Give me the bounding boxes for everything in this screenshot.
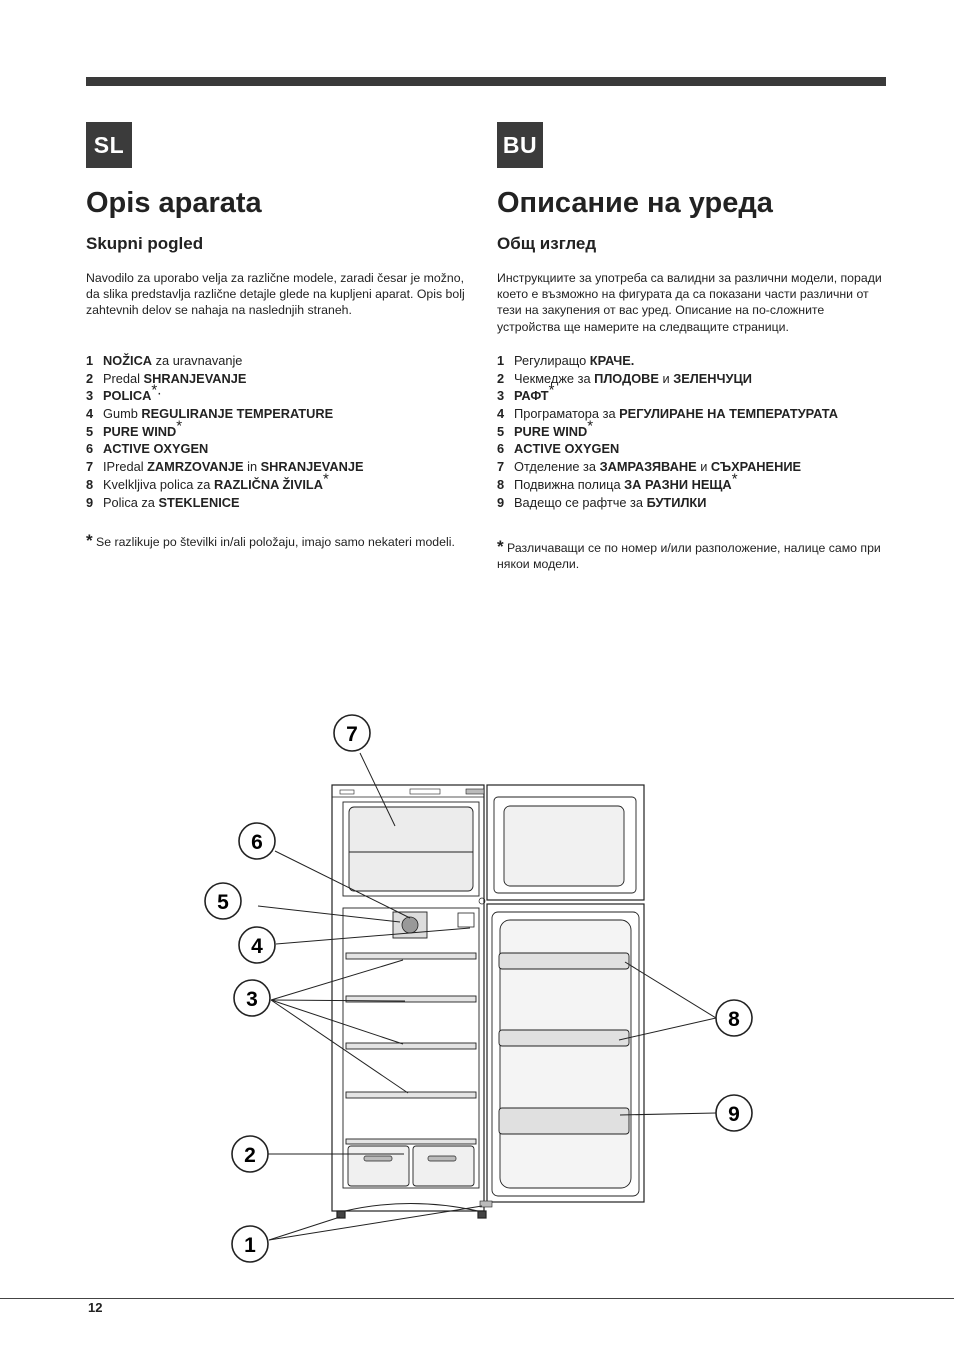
list-item — [497, 417, 838, 441]
item-number: 2 — [497, 370, 505, 386]
item-text: Polica za — [103, 494, 159, 510]
item-text: РЕГУЛИРАНЕ НА ТЕМПЕРАТУРАТА — [619, 406, 838, 422]
item-text: in — [243, 459, 261, 475]
footer-rule — [0, 1298, 954, 1299]
list-item — [86, 370, 364, 388]
footnote-text: Различаващи се по номер и/или разположение, налице само при някои модели. — [497, 541, 881, 571]
list-item — [497, 405, 838, 423]
svg-text:9: 9 — [728, 1103, 740, 1126]
item-text: Kvelkljiva polica za — [103, 476, 214, 492]
callout-6 — [239, 823, 275, 859]
callout-3 — [234, 980, 270, 1016]
item-text: IPredal — [103, 459, 148, 475]
list-item — [497, 494, 838, 512]
item-text: ЗА РАЗНИ НЕЩА — [624, 476, 732, 492]
footnote-sl — [86, 533, 471, 550]
item-number: 8 — [86, 476, 94, 492]
list-item — [86, 470, 364, 494]
language-badge-bu: BU — [497, 122, 543, 168]
intro-text-bu: Инструкциите за употреба са валидни за различни модели, поради което е възможно на фигурата да са показани части различни от тези на закупения от вас уред. Описание на по-сложните устройства ще намерите на следващите страници. — [497, 271, 882, 334]
item-text: Чекмедже за — [514, 370, 595, 386]
svg-text:7: 7 — [346, 723, 358, 746]
item-text: PURE WIND — [103, 423, 177, 439]
item-text: ЗЕЛЕНЧУЦИ — [673, 370, 753, 386]
item-text: Подвижна полица — [514, 476, 625, 492]
parts-list-sl — [86, 352, 364, 511]
item-text: Gumb — [103, 406, 142, 422]
svg-text:6: 6 — [251, 831, 263, 854]
item-text: ZAMRZOVANJE — [147, 459, 244, 475]
section-subtitle-sl: Skupni pogled — [86, 234, 204, 253]
item-number: 5 — [497, 423, 505, 439]
item-number: 6 — [497, 441, 505, 457]
item-number: 7 — [497, 459, 505, 475]
item-number: 9 — [497, 494, 505, 510]
item-text: STEKLENICE — [158, 494, 240, 510]
item-number: 9 — [86, 494, 94, 510]
item-text: КРАЧЕ. — [589, 353, 635, 368]
language-badge-sl: SL — [86, 122, 132, 168]
section-subtitle-bu: Общ изглед — [497, 234, 597, 253]
asterisk-mark: *. — [151, 382, 162, 400]
asterisk-mark: * — [731, 470, 738, 488]
list-item — [86, 405, 364, 423]
list-item — [86, 440, 364, 458]
item-number: 4 — [497, 406, 505, 422]
item-number: 1 — [497, 353, 505, 368]
footnote-star: * — [497, 537, 504, 556]
top-rule — [86, 77, 886, 86]
item-text: za uravnavanje — [152, 353, 243, 368]
item-text: ACTIVE OXYGEN — [103, 441, 209, 457]
item-text: REGULIRANJE TEMPERATURE — [141, 406, 334, 422]
list-item — [86, 382, 364, 405]
item-text: и — [658, 370, 674, 386]
refrigerator-diagram — [200, 700, 780, 1270]
svg-text:5: 5 — [217, 891, 229, 914]
item-text: ЗАМРАЗЯВАНЕ — [599, 459, 697, 475]
list-item — [497, 440, 838, 458]
item-text: Отделение за — [514, 459, 600, 475]
footnote-bu — [497, 539, 882, 572]
item-text: SHRANJEVANJE — [143, 370, 247, 386]
item-number: 8 — [497, 476, 505, 492]
item-text: Predal — [103, 370, 144, 386]
intro-text-sl: Navodilo za uporabo velja za različne modele, zaradi česar je možno, da slika predstavlja različne detajle glede na kupljeni aparat. Opis bolj zahtevnih delov se nahaja na naslednjih straneh. — [86, 271, 465, 318]
item-number: 3 — [497, 388, 505, 404]
item-text: Програматора за — [514, 406, 620, 422]
item-text: POLICA — [103, 388, 152, 404]
callout-7 — [334, 715, 370, 751]
item-number: 2 — [86, 370, 94, 386]
list-item — [86, 494, 364, 512]
list-item — [86, 352, 364, 370]
callout-5 — [205, 883, 241, 919]
item-text: ACTIVE OXYGEN — [514, 441, 620, 457]
item-number: 7 — [86, 459, 94, 475]
item-text: СЪХРАНЕНИЕ — [710, 459, 802, 475]
footnote-text: Se razlikuje po številki in/ali položaju, imajo samo nekateri modeli. — [92, 535, 455, 549]
asterisk-mark: * — [322, 470, 329, 488]
svg-text:8: 8 — [728, 1008, 740, 1031]
svg-text:2: 2 — [244, 1144, 256, 1167]
item-text: ПЛОДОВЕ — [594, 370, 659, 386]
item-number: 4 — [86, 406, 94, 422]
svg-text:1: 1 — [244, 1234, 256, 1257]
list-item — [497, 470, 838, 494]
item-text: SHRANJEVANJE — [260, 459, 364, 475]
page-title-sl: Opis aparata — [86, 187, 262, 219]
item-text: и — [696, 459, 711, 475]
svg-text:3: 3 — [246, 988, 258, 1011]
item-text: PURE WIND — [514, 423, 588, 439]
item-number: 1 — [86, 353, 94, 368]
callout-8 — [716, 1000, 752, 1036]
svg-text:4: 4 — [251, 935, 263, 958]
asterisk-mark: * — [176, 417, 183, 435]
item-number: 6 — [86, 441, 94, 457]
list-item — [497, 458, 838, 476]
item-text: RAZLIČNA ŽIVILA — [213, 476, 323, 492]
item-text: NOŽICA — [103, 353, 153, 368]
list-item — [497, 382, 838, 405]
list-item — [497, 352, 838, 370]
parts-list-bu — [497, 352, 838, 511]
page-title-bu: Описание на уреда — [497, 187, 773, 219]
callout-9 — [716, 1095, 752, 1131]
item-text: БУТИЛКИ — [646, 494, 707, 510]
footnote-star: * — [86, 531, 93, 550]
item-text: РАФТ — [514, 388, 549, 404]
item-number: 3 — [86, 388, 94, 404]
item-number: 5 — [86, 423, 94, 439]
callout-1 — [232, 1226, 268, 1262]
list-item — [86, 417, 364, 441]
item-text: Регулиращо — [514, 353, 590, 368]
asterisk-mark: * — [587, 417, 594, 435]
list-item — [86, 458, 364, 476]
asterisk-mark: * — [548, 382, 555, 400]
item-text: Вадещо се рафтче за — [514, 494, 647, 510]
callout-4 — [239, 927, 275, 963]
callout-2 — [232, 1136, 268, 1172]
page-number: 12 — [88, 1300, 103, 1315]
